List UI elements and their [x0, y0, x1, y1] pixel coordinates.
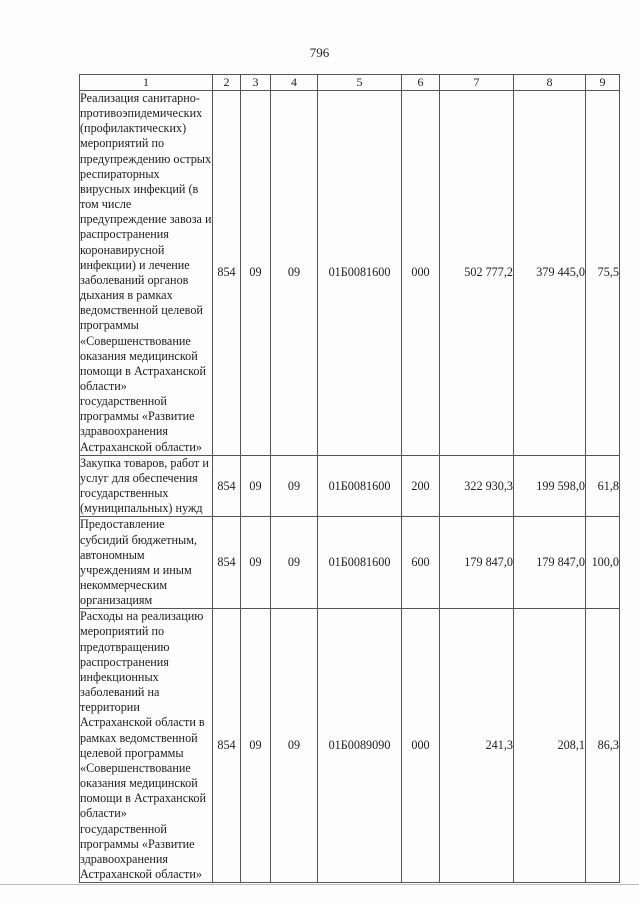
ministry-code: 854: [213, 609, 241, 883]
section-code: 09: [241, 455, 271, 517]
row-description: Предоставление субсидий бюджетным, автономным учреждениям и иным некоммерческим организациям: [80, 517, 213, 609]
planned-amount: 241,3: [440, 609, 514, 883]
table-row: [80, 609, 620, 883]
ministry-code: 854: [213, 517, 241, 609]
execution-percent: 61,8: [586, 455, 620, 517]
section-code: 09: [241, 91, 271, 456]
section-code: 09: [241, 609, 271, 883]
col-header-3: 3: [241, 75, 271, 91]
col-header-6: 6: [402, 75, 440, 91]
col-header-1: 1: [80, 75, 213, 91]
executed-amount: 208,1: [514, 609, 586, 883]
target-article-code: 01Б0081600: [318, 517, 402, 609]
col-header-9: 9: [586, 75, 620, 91]
col-header-8: 8: [514, 75, 586, 91]
subsection-code: 09: [271, 517, 318, 609]
budget-table: [79, 74, 620, 883]
expense-type-code: 200: [402, 455, 440, 517]
executed-amount: 379 445,0: [514, 91, 586, 456]
execution-percent: 86,3: [586, 609, 620, 883]
target-article-code: 01Б0089090: [318, 609, 402, 883]
col-header-2: 2: [213, 75, 241, 91]
row-description: Закупка товаров, работ и услуг для обеспечения государственных (муниципальных) нужд: [80, 455, 213, 517]
page-number: 796: [309, 45, 330, 60]
expense-type-code: 000: [402, 609, 440, 883]
planned-amount: 502 777,2: [440, 91, 514, 456]
column-number-row: [80, 75, 620, 91]
expense-type-code: 000: [402, 91, 440, 456]
row-description: Расходы на реализацию мероприятий по предотвращению распространения инфекционных заболеваний на территории Астраханской области в рамках ведомственной целевой программы «Совершенствование оказания медицинской помощи в Астраханской области» государственной программы «Развитие здравоохранения Астраханской области»: [80, 609, 213, 883]
ministry-code: 854: [213, 91, 241, 456]
planned-amount: 179 847,0: [440, 517, 514, 609]
executed-amount: 179 847,0: [514, 517, 586, 609]
planned-amount: 322 930,3: [440, 455, 514, 517]
subsection-code: 09: [271, 455, 318, 517]
section-code: 09: [241, 517, 271, 609]
col-header-7: 7: [440, 75, 514, 91]
target-article-code: 01Б0081600: [318, 455, 402, 517]
target-article-code: 01Б0081600: [318, 91, 402, 456]
executed-amount: 199 598,0: [514, 455, 586, 517]
row-description: Реализация санитарно-противоэпидемических (профилактических) мероприятий по предупреждению острых респираторных вирусных инфекций (в том числе предупреждение завоза и распространения коронавирусной инфекции) и лечение заболеваний органов дыхания в рамках ведомственной целевой программы «Совершенствование оказания медицинской помощи в Астраханской области» государственной программы «Развитие здравоохранения Астраханской области»: [80, 91, 212, 454]
execution-percent: 100,0: [586, 517, 620, 609]
subsection-code: 09: [271, 91, 318, 456]
expense-type-code: 600: [402, 517, 440, 609]
table-row: [80, 517, 620, 609]
table-row: [80, 91, 620, 456]
bottom-divider: [0, 884, 639, 885]
ministry-code: 854: [213, 455, 241, 517]
col-header-4: 4: [271, 75, 318, 91]
subsection-code: 09: [271, 609, 318, 883]
table-row: [80, 455, 620, 517]
col-header-5: 5: [318, 75, 402, 91]
execution-percent: 75,5: [586, 91, 620, 456]
